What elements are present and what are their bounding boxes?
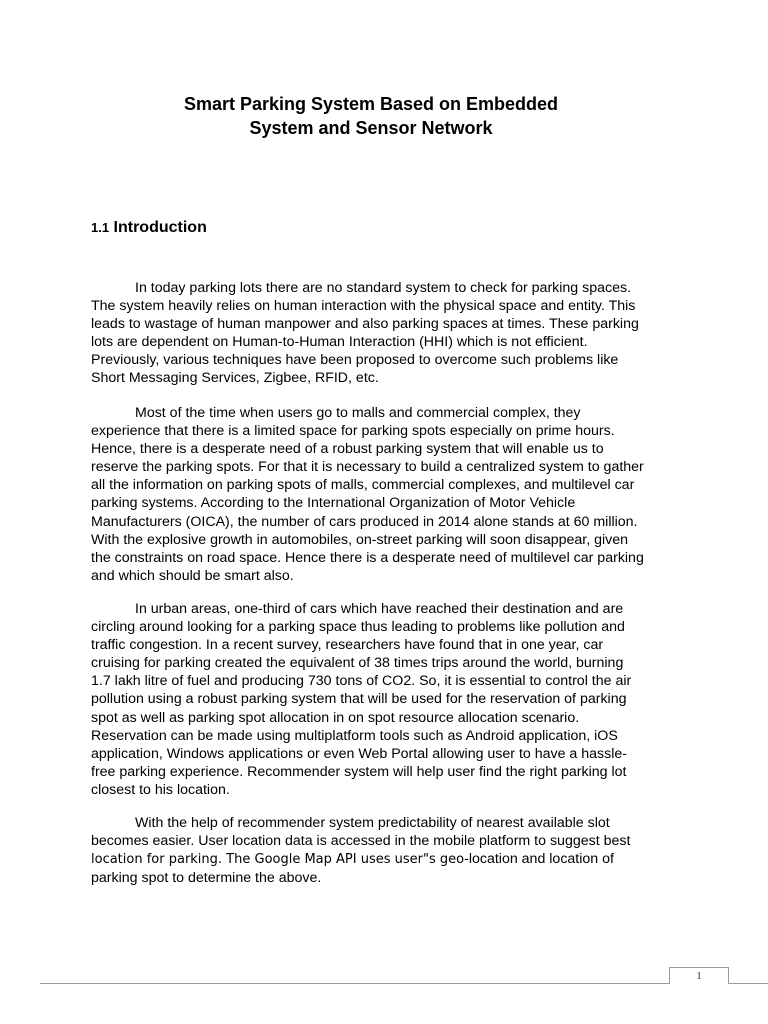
title-line-1: Smart Parking System Based on Embedded [183,94,559,114]
paragraph-line: traffic congestion. In a recent survey, researchers have found that in one year, car [91,637,604,654]
paragraph-line: 1.7 lakh litre of fuel and producing 730 tons of CO2. So, it is essential to control the air [91,673,632,690]
paragraph-line: circling around looking for a parking space thus leading to problems like pollution and [91,619,625,636]
section-number: 1.1 [91,220,110,235]
page-number: 1 [669,967,729,984]
paragraph-line: Previously, various techniques have been proposed to overcome such problems like [91,352,619,369]
paragraph-line: becomes easier. User location data is accessed in the mobile platform to suggest best [91,833,631,850]
paragraph-1 [91,279,691,388]
paragraph-line: In today parking lots there are no standard system to check for parking spaces. [135,280,632,296]
paragraph-line: Reservation can be made using multiplatform tools such as Android application, iOS [91,727,618,744]
paragraph-line: spot as well as parking spot allocation in on spot resource allocation scenario. [91,709,580,726]
paragraph-line: all the information on parking spots of malls, commercial complexes, and multilevel car [91,477,635,494]
text-segment: -location and location of [464,851,614,868]
paragraph-line: lots are dependent on Human-to-Human Interaction (HHI) which is not efficient. [91,334,588,351]
section-heading [91,219,207,237]
footer-divider [40,983,768,984]
paragraph-4 [91,814,691,887]
paragraph-line: closest to his location. [91,781,230,798]
paragraph-line: With the explosive growth in automobiles, on-street parking will soon disappear, given [91,531,629,548]
paragraph-line: cruising for parking created the equivalent of 38 times trips around the world, burning [91,655,624,672]
paragraph-3 [91,600,691,799]
paragraph-line: In urban areas, one-third of cars which have reached their destination and are [135,601,624,617]
paragraph-line: Short Messaging Services, Zigbee, RFID, etc. [91,370,379,387]
paragraph-line: Manufacturers (OICA), the number of cars produced in 2014 alone stands at 60 million. [91,513,638,530]
paragraph-line: reserve the parking spots. For that it is necessary to build a centralized system to gather [91,459,644,476]
paragraph-line: and which should be smart also. [91,567,294,584]
paragraph-line: experience that there is a limited space for parking spots especially on prime hours. [91,423,615,440]
title-line-2: System and Sensor Network [249,118,493,138]
section-title: Introduction [113,219,207,236]
paragraph-2 [91,404,691,585]
paragraph-line: With the help of recommender system predictability of nearest available slot [135,815,610,831]
paragraph-line: pollution using a robust parking system that will be used for the reservation of parking [91,691,627,708]
paragraph-line: the constraints on road space. Hence there is a desperate need of multilevel car parking [91,549,644,566]
paragraph-line [91,850,691,869]
paragraph-line: Most of the time when users go to malls and commercial complex, they [135,405,581,421]
paragraph-line: parking systems. According to the International Organization of Motor Vehicle [91,495,576,512]
paragraph-line: leads to wastage of human manpower and also parking spaces at times. These parking [91,316,639,333]
document-title [0,92,742,140]
paragraph-line: Hence, there is a desperate need of a robust parking system that will enable us to [91,441,604,458]
paragraph-line: free parking experience. Recommender system will help user find the right parking lot [91,763,627,780]
paragraph-line: application, Windows applications or even Web Portal allowing user to have a hassle- [91,745,628,762]
paragraph-line: The system heavily relies on human interaction with the physical space and entity. This [91,298,636,315]
paragraph-line: parking spot to determine the above. [91,870,322,887]
fine-text-segment: location for parking. The Google Map API uses user"s geo [91,852,465,868]
